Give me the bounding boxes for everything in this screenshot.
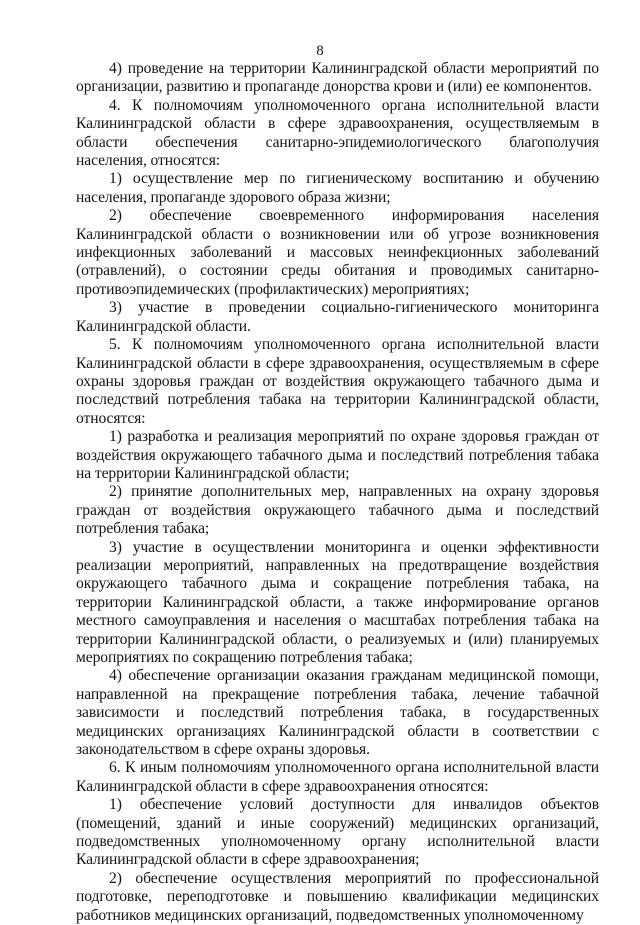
paragraph: 3) участие в осуществлении мониторинга и оценки эффективности реализации мероприятий, направленных на предотвращение воздействия окружающего табачного дыма и сокращение потребления табака, на территории Калининградской области, а также информирование органов местного самоуправления и населения о масштабах потребления табака на территории Калининградской области, о реализуемых и (или) планируемых мероприятиях по сокращению потребления табака; [76,538,599,666]
paragraph: 1) обеспечение условий доступности для инвалидов объектов (помещений, зданий и иные сооружений) медицинских организаций, подведомственных уполномоченному органу исполнительной власти Калининградской области в сфере здравоохранения; [76,796,599,869]
document-body [76,60,599,925]
paragraph: 1) разработка и реализация мероприятий по охране здоровья граждан от воздействия окружающего табачного дыма и последствий потребления табака на территории Калининградской области; [76,428,599,482]
paragraph: 4. К полномочиям уполномоченного органа исполнительной власти Калининградской области в сфере здравоохранения, осуществляемым в области обеспечения санитарно-эпидемиологического благополучия населения, относятся: [76,96,599,170]
paragraph: 1) осуществление мер по гигиеническому воспитанию и обучению населения, пропаганде здорового образа жизни; [76,170,599,206]
paragraph: 2) принятие дополнительных мер, направленных на охрану здоровья граждан от воздействия окружающего табачного дыма и последствий потребления табака; [76,483,599,538]
paragraph: 4) обеспечение организации оказания гражданам медицинской помощи, направленной на прекращение потребления табака, лечение табачной зависимости и последствий потребления табака, в государственных медицинских организациях Калининградской области в соответствии с законодательством в сфере охраны здоровья. [76,667,599,759]
paragraph: 2) обеспечение своевременного информирования населения Калининградской области о возникновении или об угрозе возникновения инфекционных заболеваний и массовых неинфекционных заболеваний (отравлений), о состоянии среды обитания и проводимых санитарно-противоэпидемических (профилактических) мероприятиях; [76,207,599,298]
paragraph: 4) проведение на территории Калининградской области мероприятий по организации, развитию и пропаганде донорства крови и (или) ее компонентов. [76,60,599,96]
page-number: 8 [316,43,324,59]
paragraph: 3) участие в проведении социально-гигиенического мониторинга Калининградской области. [76,299,599,335]
paragraph: 2) обеспечение осуществления мероприятий по профессиональной подготовке, переподготовке и повышению квалификации медицинских работников медицинских организаций, подведомственных уполномоченному [76,869,599,924]
paragraph: 5. К полномочиям уполномоченного органа исполнительной власти Калининградской области в сфере здравоохранения, осуществляемым в сфере охраны здоровья граждан от воздействия окружающего табачного дыма и последствий потребления табака на территории Калининградской области, относятся: [76,336,599,427]
paragraph: 6. К иным полномочиям уполномоченного органа исполнительной власти Калининградской области в сфере здравоохранения относятся: [76,759,599,795]
